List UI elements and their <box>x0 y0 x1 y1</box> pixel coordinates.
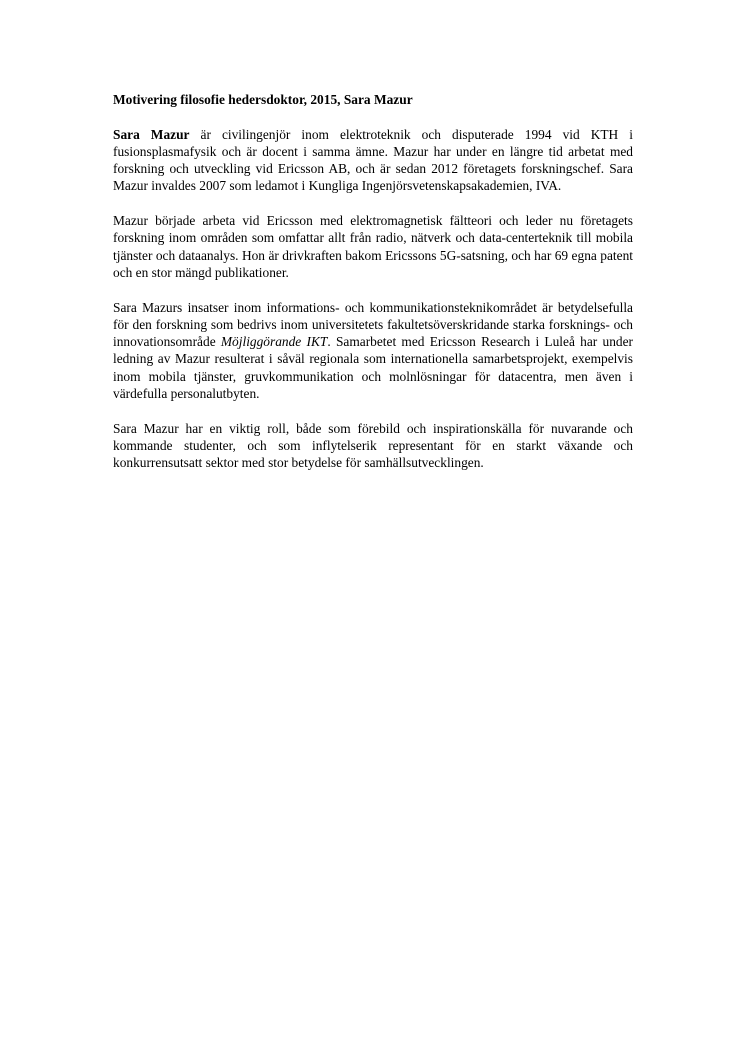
person-name: Sara Mazur <box>113 126 190 142</box>
document-body <box>113 91 633 489</box>
paragraph-3 <box>113 299 633 403</box>
paragraph-3-text-before: Sara Mazurs insatser inom informations- och kommunikationsteknikområdet är betydelsefulla för den forskning som bedrivs inom universitetets fakultetsöverskridande starka forsknings- och innovationsområde <box>113 299 633 350</box>
document-title: Motivering filosofie hedersdoktor, 2015, Sara Mazur <box>113 92 413 107</box>
paragraph-3-text-after: . Samarbetet med Ericsson Research i Luleå har under ledning av Mazur resulterat i såväl regionala som internationella samarbetsprojekt, exempelvis inom mobila tjänster, gruvkommunikation och molnlösningar för datacentra, men även i värdefulla personalutbyten. <box>113 334 633 402</box>
research-area-name: Möjliggörande IKT <box>220 334 328 350</box>
paragraph-1 <box>113 126 633 195</box>
paragraph-4: Sara Mazur har en viktig roll, både som förebild och inspirationskälla för nuvarande och kommande studenter, och som inflytelserik representant för en starkt växande och konkurrensutsatt sektor med stor betydelse för samhällsutvecklingen. <box>113 420 633 471</box>
paragraph-2: Mazur började arbeta vid Ericsson med elektromagnetisk fältteori och leder nu företagets forskning inom områden som omfattar allt från radio, nätverk och data-centerteknik till mobila tjänster och dataanalys. Hon är drivkraften bakom Ericssons 5G-satsning, och har 69 egna patent och en stor mängd publikationer. <box>113 213 633 280</box>
paragraph-1-text: är civilingenjör inom elektroteknik och disputerade 1994 vid KTH i fusionsplasmafysik och är docent i samma ämne. Mazur har under en längre tid arbetat med forskning och utveckling vid Ericsson AB, och är sedan 2012 företagets forskningschef. Sara Mazur invaldes 2007 som ledamot i Kungliga Ingenjörsvetenskapsakademien, IVA. <box>113 126 633 194</box>
